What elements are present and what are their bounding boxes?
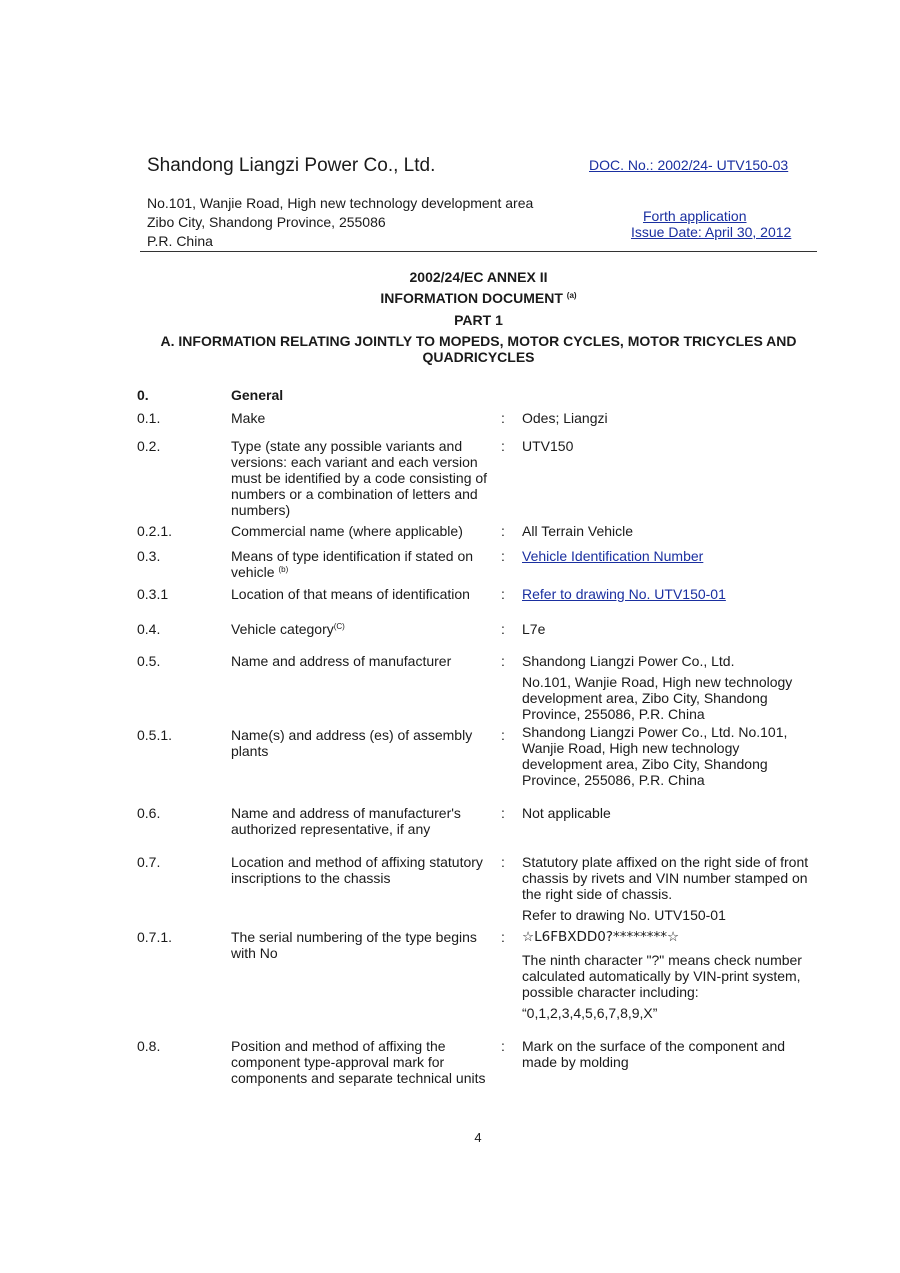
row-number: 0.4. (137, 621, 161, 637)
row-value: All Terrain Vehicle (522, 523, 634, 539)
row-colon: : (501, 586, 505, 602)
doc-number: DOC. No.: 2002/24- UTV150-03 (589, 157, 789, 173)
info-doc-title (140, 290, 817, 306)
row-value: Statutory plate affixed on the right side of front chassis by rivets and VIN number stamped on the right side of chassis. (522, 854, 809, 902)
row-colon: : (501, 854, 505, 870)
row-label-text: Vehicle category (231, 621, 334, 637)
row-value: Shandong Liangzi Power Co., Ltd. No.101, Wanjie Road, High new technology development area, Zibo City, Shandong Province, 255086, P.R. China (522, 724, 788, 788)
row-colon: : (501, 929, 505, 945)
row-label: The serial numbering of the type begins with No (231, 929, 477, 961)
section-number: 0. (137, 387, 149, 403)
row-number: 0.6. (137, 805, 161, 821)
row-value: “0,1,2,3,4,5,6,7,8,9,X” (522, 1005, 658, 1021)
section-a-line: A. INFORMATION RELATING JOINTLY TO MOPEDS, MOTOR CYCLES, MOTOR TRICYCLES AND (160, 333, 797, 349)
annex-title: 2002/24/EC ANNEX II (409, 269, 548, 285)
row-label (231, 621, 493, 637)
row-number: 0.2.1. (137, 523, 173, 539)
row-number: 0.5.1. (137, 727, 173, 743)
header-divider (140, 251, 817, 252)
row-number: 0.3. (137, 548, 161, 564)
row-value: UTV150 (522, 438, 574, 454)
footnote-mark: (C) (333, 622, 345, 631)
vin-link[interactable]: Vehicle Identification Number (522, 548, 704, 564)
company-name: Shandong Liangzi Power Co., Ltd. (147, 155, 436, 176)
row-value: Not applicable (522, 805, 611, 821)
row-label: Location and method of affixing statutory inscriptions to the chassis (231, 854, 483, 886)
row-colon: : (501, 410, 505, 426)
row-colon: : (501, 621, 505, 637)
row-colon: : (501, 548, 505, 564)
footnote-mark: (a) (566, 291, 577, 300)
info-doc-text: INFORMATION DOCUMENT (380, 290, 563, 306)
row-number: 0.2. (137, 438, 161, 454)
row-value: No.101, Wanjie Road, High new technology development area, Zibo City, Shandong Province, 255086, P.R. China (522, 674, 793, 722)
row-value: Refer to drawing No. UTV150-01 (522, 907, 726, 923)
row-value: L7e (522, 621, 546, 637)
row-label: Location of that means of identification (231, 586, 470, 602)
row-number: 0.7. (137, 854, 161, 870)
row-number: 0.7.1. (137, 929, 173, 945)
row-colon: : (501, 805, 505, 821)
row-label: Make (231, 410, 266, 426)
row-number: 0.3.1 (137, 586, 169, 602)
row-label: Type (state any possible variants and versions: each variant and each version must be identified by a code consisting of numbers or a combination of letters and numbers) (231, 438, 488, 518)
address-line: Zibo City, Shandong Province, 255086 (147, 214, 386, 230)
address-line: P.R. China (147, 233, 213, 249)
row-label (231, 548, 493, 580)
row-label: Commercial name (where applicable) (231, 523, 463, 539)
company-address (147, 194, 533, 251)
row-number: 0.8. (137, 1038, 161, 1054)
row-colon: : (501, 1038, 505, 1054)
row-number: 0.1. (137, 410, 161, 426)
row-value: Odes; Liangzi (522, 410, 608, 426)
row-label: Position and method of affixing the component type-approval mark for components and separate technical units (231, 1038, 486, 1086)
address-line: No.101, Wanjie Road, High new technology development area (147, 195, 534, 211)
section-a-title (140, 333, 817, 365)
row-number: 0.5. (137, 653, 161, 669)
row-value: The ninth character "?" means check number calculated automatically by VIN-print system, possible character including: (522, 952, 802, 1000)
application-note: Forth application (643, 208, 747, 224)
row-value: Mark on the surface of the component and made by molding (522, 1038, 786, 1070)
footnote-mark: (b) (278, 565, 289, 574)
part-title: PART 1 (454, 312, 503, 328)
section-a-line: QUADRICYCLES (422, 349, 535, 365)
row-colon: : (501, 438, 505, 454)
row-colon: : (501, 727, 505, 743)
row-value: Shandong Liangzi Power Co., Ltd. (522, 653, 735, 669)
row-label: Name(s) and address (es) of assembly plants (231, 727, 473, 759)
page-number: 4 (474, 1130, 482, 1145)
issue-date: Issue Date: April 30, 2012 (631, 224, 792, 240)
drawing-link[interactable]: Refer to drawing No. UTV150-01 (522, 586, 726, 602)
vin-pattern: ☆L6FBXDD0?********☆ (522, 929, 680, 945)
row-label: Name and address of manufacturer's authorized representative, if any (231, 805, 461, 837)
section-label: General (231, 387, 284, 403)
row-colon: : (501, 653, 505, 669)
row-label: Name and address of manufacturer (231, 653, 452, 669)
row-label-text: Means of type identification if stated on vehicle (231, 548, 474, 580)
row-colon: : (501, 523, 505, 539)
